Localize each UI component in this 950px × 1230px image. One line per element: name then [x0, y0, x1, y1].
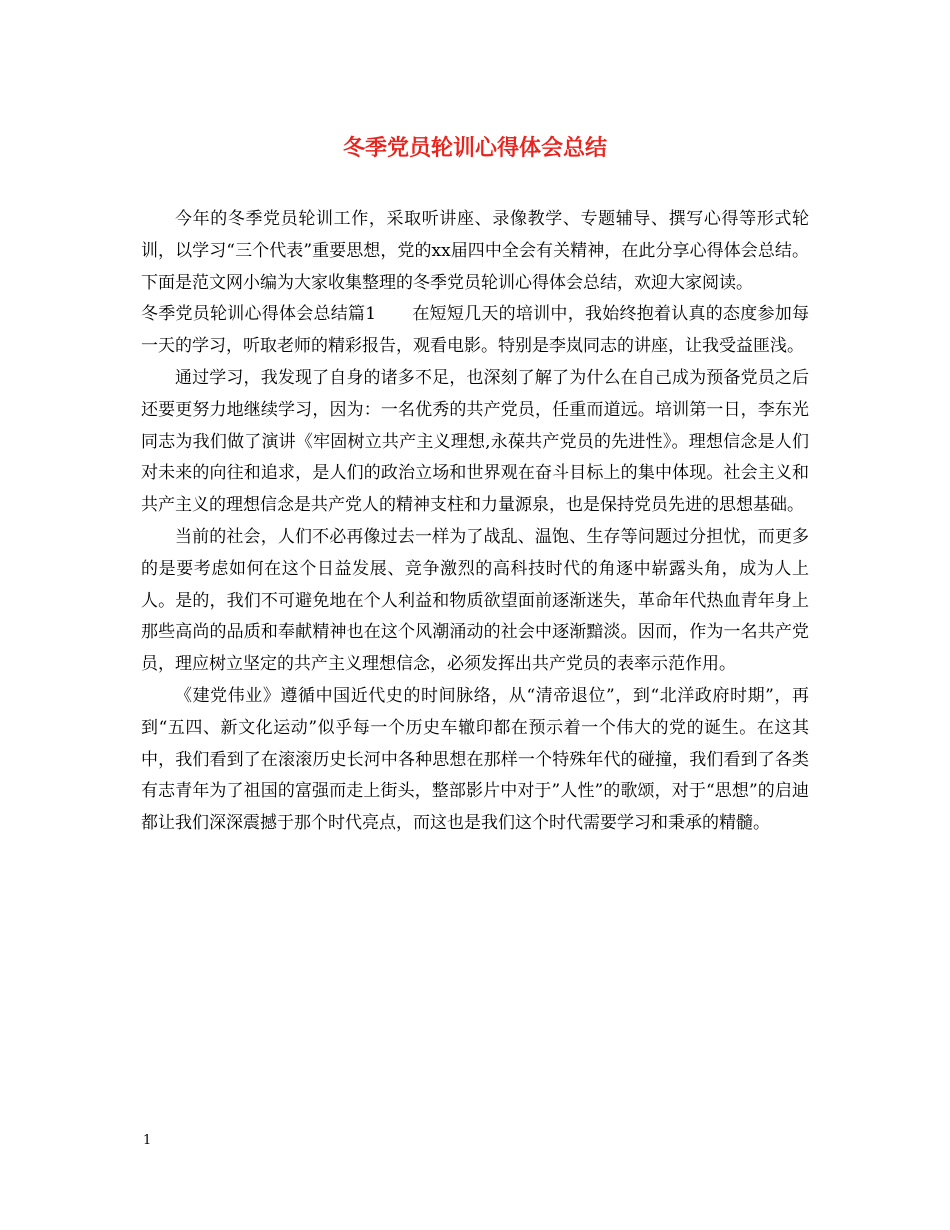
section-first-text: 在短短几天的培训中，我始终抱着认真的态度参加每一天的学习，听取老师的精彩报告，观看电影。特别是李岚同志的讲座，让我受益匪浅。 [141, 304, 809, 357]
document-body [141, 204, 809, 840]
document-title: 冬季党员轮训心得体会总结 [342, 135, 607, 161]
section-heading: 冬季党员轮训心得体会总结篇1 [141, 304, 377, 325]
intro-paragraph: 今年的冬季党员轮训工作，采取听讲座、录像教学、专题辅导、撰写心得等形式轮训，以学习“三个代表”重要思想，党的xx届四中全会有关精神，在此分享心得体会总结。下面是范文网小编为大家收集整理的冬季党员轮训心得体会总结，欢迎大家阅读。 [141, 209, 809, 293]
body-paragraph: 当前的社会，人们不必再像过去一样为了战乱、温饱、生存等问题过分担忧，而更多的是要考虑如何在这个日益发展、竞争激烈的高科技时代的角逐中崭露头角，成为人上人。是的，我们不可避免地在个人利益和物质欲望面前逐渐迷失，革命年代热血青年身上那些高尚的品质和奉献精神也在这个风潮涌动的社会中逐渐黯淡。因而，作为一名共产党员，理应树立坚定的共产主义理想信念，必须发挥出共产党员的表率示范作用。 [141, 526, 809, 675]
body-paragraph: 通过学习，我发现了自身的诸多不足，也深刻了解了为什么在自己成为预备党员之后还要更努力地继续学习，因为：一名优秀的共产党员，任重而道远。培训第一日，李东光同志为我们做了演讲《牢固树立共产主义理想,永葆共产党员的先进性》。理想信念是人们对未来的向往和追求，是人们的政治立场和世界观在奋斗目标上的集中体现。社会主义和共产主义的理想信念是共产党人的精神支柱和力量源泉，也是保持党员先进的思想基础。 [141, 367, 809, 516]
section-paragraph [141, 299, 809, 363]
page-number: 1 [143, 1133, 152, 1148]
body-paragraph: 《建党伟业》遵循中国近代史的时间脉络，从“清帝退位”，到“北洋政府时期”，再到“五四、新文化运动”似乎每一个历史车辙印都在预示着一个伟大的党的诞生。在这其中，我们看到了在滚滚历史长河中各种思想在那样一个特殊年代的碰撞，我们看到了各类有志青年为了祖国的富强而走上街头，整部影片中对于”人性”的歌颂，对于“思想”的启迪都让我们深深震撼于那个时代亮点，而这也是我们这个时代需要学习和秉承的精髓。 [141, 685, 809, 834]
